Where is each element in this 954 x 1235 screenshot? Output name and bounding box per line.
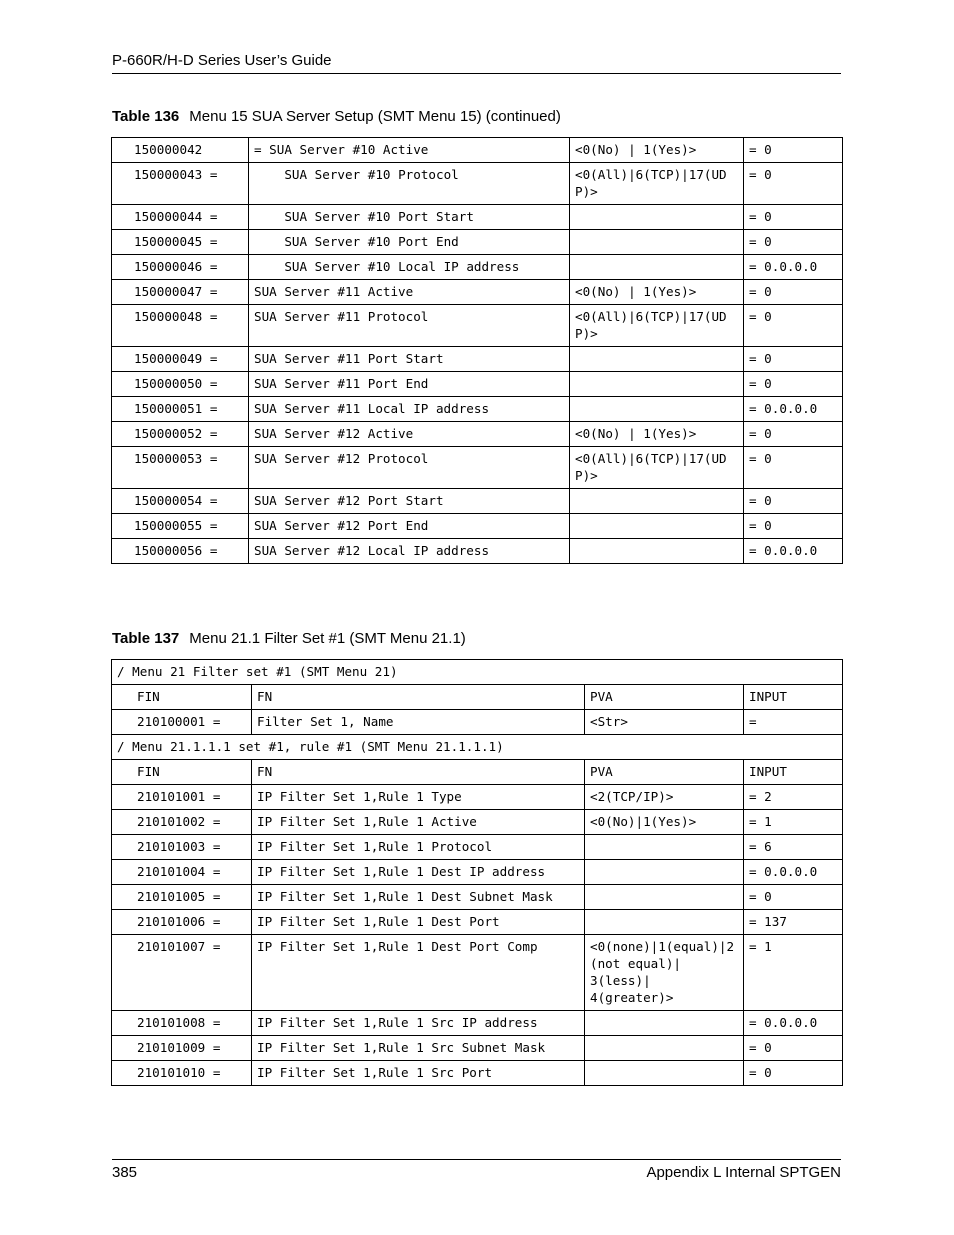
fn-cell: IP Filter Set 1,Rule 1 Src Subnet Mask bbox=[252, 1036, 585, 1061]
input-cell: = 0.0.0.0 bbox=[744, 255, 843, 280]
fn-cell: SUA Server #11 Port End bbox=[249, 372, 570, 397]
fn-cell: SUA Server #12 Port End bbox=[249, 514, 570, 539]
fin-cell: 210101009 = bbox=[112, 1036, 252, 1061]
fn-cell: SUA Server #10 Port Start bbox=[249, 205, 570, 230]
table-137-label: Table 137 bbox=[112, 630, 180, 647]
fn-cell: IP Filter Set 1,Rule 1 Dest Subnet Mask bbox=[252, 885, 585, 910]
section-heading: / Menu 21 Filter set #1 (SMT Menu 21) bbox=[112, 660, 843, 685]
pva-cell bbox=[570, 514, 744, 539]
fin-cell: 150000056 = bbox=[112, 539, 249, 564]
table-row bbox=[112, 885, 843, 910]
pva-cell bbox=[585, 1036, 744, 1061]
input-cell: = 1 bbox=[744, 810, 843, 835]
fn-cell: SUA Server #11 Port Start bbox=[249, 347, 570, 372]
pva-cell: <0(No) | 1(Yes)> bbox=[570, 138, 744, 163]
pva-cell: <0(All)|6(TCP)|17(UDP)> bbox=[570, 163, 744, 205]
table-row bbox=[112, 205, 843, 230]
page-footer bbox=[112, 1159, 841, 1181]
table-136-caption bbox=[112, 108, 561, 125]
table-row bbox=[112, 1011, 843, 1036]
table-136-label: Table 136 bbox=[112, 108, 180, 125]
input-cell: = 2 bbox=[744, 785, 843, 810]
fin-cell: 210101006 = bbox=[112, 910, 252, 935]
fin-cell: 210101008 = bbox=[112, 1011, 252, 1036]
fn-cell: SUA Server #12 Port Start bbox=[249, 489, 570, 514]
pva-cell bbox=[570, 372, 744, 397]
fn-cell: Filter Set 1, Name bbox=[252, 710, 585, 735]
input-cell: = bbox=[744, 710, 843, 735]
fn-cell: IP Filter Set 1,Rule 1 Type bbox=[252, 785, 585, 810]
table-row bbox=[112, 422, 843, 447]
fin-cell: 150000050 = bbox=[112, 372, 249, 397]
fn-cell: SUA Server #10 Local IP address bbox=[249, 255, 570, 280]
pva-cell: PVA bbox=[585, 685, 744, 710]
input-cell: = 0 bbox=[744, 372, 843, 397]
table-row bbox=[112, 138, 843, 163]
table-row bbox=[112, 685, 843, 710]
input-cell: = 0 bbox=[744, 422, 843, 447]
input-cell: = 0.0.0.0 bbox=[744, 539, 843, 564]
fn-cell: IP Filter Set 1,Rule 1 Protocol bbox=[252, 835, 585, 860]
input-cell: = 0 bbox=[744, 230, 843, 255]
table-row bbox=[112, 489, 843, 514]
pva-cell bbox=[585, 910, 744, 935]
input-cell: = 0 bbox=[744, 138, 843, 163]
table-row bbox=[112, 860, 843, 885]
fn-cell: SUA Server #10 Protocol bbox=[249, 163, 570, 205]
pva-cell bbox=[570, 205, 744, 230]
fin-cell: 150000053 = bbox=[112, 447, 249, 489]
table-row bbox=[112, 760, 843, 785]
pva-cell bbox=[570, 255, 744, 280]
fin-cell: 150000046 = bbox=[112, 255, 249, 280]
pva-cell bbox=[570, 230, 744, 255]
input-cell: = 1 bbox=[744, 935, 843, 1011]
pva-cell: <Str> bbox=[585, 710, 744, 735]
table-row bbox=[112, 305, 843, 347]
table-row bbox=[112, 1036, 843, 1061]
pva-cell: <0(All)|6(TCP)|17(UDP)> bbox=[570, 305, 744, 347]
fn-cell: SUA Server #11 Local IP address bbox=[249, 397, 570, 422]
pva-cell: <0(No) | 1(Yes)> bbox=[570, 422, 744, 447]
fn-cell: SUA Server #10 Port End bbox=[249, 230, 570, 255]
fin-cell: 210101001 = bbox=[112, 785, 252, 810]
table-row bbox=[112, 539, 843, 564]
pva-cell: <0(No)|1(Yes)> bbox=[585, 810, 744, 835]
section-row bbox=[112, 660, 843, 685]
input-cell: = 0.0.0.0 bbox=[744, 860, 843, 885]
input-cell: = 0 bbox=[744, 1036, 843, 1061]
input-cell: = 0 bbox=[744, 163, 843, 205]
pva-cell: PVA bbox=[585, 760, 744, 785]
input-cell: = 0.0.0.0 bbox=[744, 1011, 843, 1036]
fin-cell: 210101007 = bbox=[112, 935, 252, 1011]
fin-cell: FIN bbox=[112, 760, 252, 785]
table-137-caption bbox=[112, 630, 466, 647]
input-cell: = 0 bbox=[744, 489, 843, 514]
input-cell: INPUT bbox=[744, 685, 843, 710]
table-136-title: Menu 15 SUA Server Setup (SMT Menu 15) (continued) bbox=[189, 108, 561, 125]
fin-cell: 150000055 = bbox=[112, 514, 249, 539]
input-cell: INPUT bbox=[744, 760, 843, 785]
guide-title: P-660R/H-D Series User’s Guide bbox=[112, 52, 332, 69]
input-cell: = 0 bbox=[744, 305, 843, 347]
input-cell: = 0 bbox=[744, 1061, 843, 1086]
page-number: 385 bbox=[112, 1164, 138, 1181]
table-row bbox=[112, 514, 843, 539]
input-cell: = 0 bbox=[744, 447, 843, 489]
pva-cell bbox=[570, 347, 744, 372]
table-row bbox=[112, 835, 843, 860]
pva-cell bbox=[570, 489, 744, 514]
table-row bbox=[112, 935, 843, 1011]
fin-cell: 150000048 = bbox=[112, 305, 249, 347]
pva-cell bbox=[585, 835, 744, 860]
pva-cell bbox=[585, 885, 744, 910]
table-row bbox=[112, 810, 843, 835]
table-row bbox=[112, 1061, 843, 1086]
fin-cell: 210101004 = bbox=[112, 860, 252, 885]
fn-cell: SUA Server #12 Local IP address bbox=[249, 539, 570, 564]
pva-cell: <0(No) | 1(Yes)> bbox=[570, 280, 744, 305]
fin-cell: 150000054 = bbox=[112, 489, 249, 514]
fin-cell: 150000043 = bbox=[112, 163, 249, 205]
input-cell: = 0 bbox=[744, 347, 843, 372]
fn-cell: IP Filter Set 1,Rule 1 Src IP address bbox=[252, 1011, 585, 1036]
input-cell: = 0 bbox=[744, 205, 843, 230]
fn-cell: SUA Server #11 Active bbox=[249, 280, 570, 305]
page-header bbox=[112, 52, 841, 74]
fin-cell: 150000052 = bbox=[112, 422, 249, 447]
fn-cell: FN bbox=[252, 760, 585, 785]
fin-cell: 210101003 = bbox=[112, 835, 252, 860]
input-cell: = 6 bbox=[744, 835, 843, 860]
table-row bbox=[112, 163, 843, 205]
fn-cell: IP Filter Set 1,Rule 1 Src Port bbox=[252, 1061, 585, 1086]
table-137-title: Menu 21.1 Filter Set #1 (SMT Menu 21.1) bbox=[189, 630, 466, 647]
pva-cell: <2(TCP/IP)> bbox=[585, 785, 744, 810]
input-cell: = 137 bbox=[744, 910, 843, 935]
fin-cell: 150000051 = bbox=[112, 397, 249, 422]
fin-cell: 150000044 = bbox=[112, 205, 249, 230]
table-row bbox=[112, 372, 843, 397]
pva-cell bbox=[585, 1011, 744, 1036]
fin-cell: 210101005 = bbox=[112, 885, 252, 910]
fin-cell: 150000049 = bbox=[112, 347, 249, 372]
fin-cell: 150000045 = bbox=[112, 230, 249, 255]
fn-cell: SUA Server #12 Active bbox=[249, 422, 570, 447]
fin-cell: 210100001 = bbox=[112, 710, 252, 735]
table-row bbox=[112, 280, 843, 305]
fin-cell: 150000047 = bbox=[112, 280, 249, 305]
table-row bbox=[112, 230, 843, 255]
fn-cell: = SUA Server #10 Active bbox=[249, 138, 570, 163]
pva-cell bbox=[585, 1061, 744, 1086]
footer-section: Appendix L Internal SPTGEN bbox=[646, 1164, 841, 1181]
pva-cell bbox=[570, 539, 744, 564]
section-heading: / Menu 21.1.1.1 set #1, rule #1 (SMT Menu 21.1.1.1) bbox=[112, 735, 843, 760]
fin-cell: 210101010 = bbox=[112, 1061, 252, 1086]
fin-cell: 150000042 bbox=[112, 138, 249, 163]
fin-cell: FIN bbox=[112, 685, 252, 710]
table-136 bbox=[111, 137, 843, 564]
section-row bbox=[112, 735, 843, 760]
fin-cell: 210101002 = bbox=[112, 810, 252, 835]
pva-cell bbox=[585, 860, 744, 885]
fn-cell: FN bbox=[252, 685, 585, 710]
table-row bbox=[112, 710, 843, 735]
table-row bbox=[112, 347, 843, 372]
pva-cell: <0(All)|6(TCP)|17(UDP)> bbox=[570, 447, 744, 489]
table-row bbox=[112, 447, 843, 489]
table-row bbox=[112, 255, 843, 280]
fn-cell: SUA Server #12 Protocol bbox=[249, 447, 570, 489]
fn-cell: SUA Server #11 Protocol bbox=[249, 305, 570, 347]
table-137 bbox=[111, 659, 843, 1086]
input-cell: = 0 bbox=[744, 885, 843, 910]
input-cell: = 0 bbox=[744, 280, 843, 305]
fn-cell: IP Filter Set 1,Rule 1 Dest Port bbox=[252, 910, 585, 935]
fn-cell: IP Filter Set 1,Rule 1 Dest IP address bbox=[252, 860, 585, 885]
pva-cell: <0(none)|1(equal)|2(not equal)| 3(less)| 4(greater)> bbox=[585, 935, 744, 1011]
pva-cell bbox=[570, 397, 744, 422]
input-cell: = 0.0.0.0 bbox=[744, 397, 843, 422]
table-row bbox=[112, 397, 843, 422]
table-row bbox=[112, 785, 843, 810]
table-row bbox=[112, 910, 843, 935]
input-cell: = 0 bbox=[744, 514, 843, 539]
fn-cell: IP Filter Set 1,Rule 1 Active bbox=[252, 810, 585, 835]
fn-cell: IP Filter Set 1,Rule 1 Dest Port Comp bbox=[252, 935, 585, 1011]
